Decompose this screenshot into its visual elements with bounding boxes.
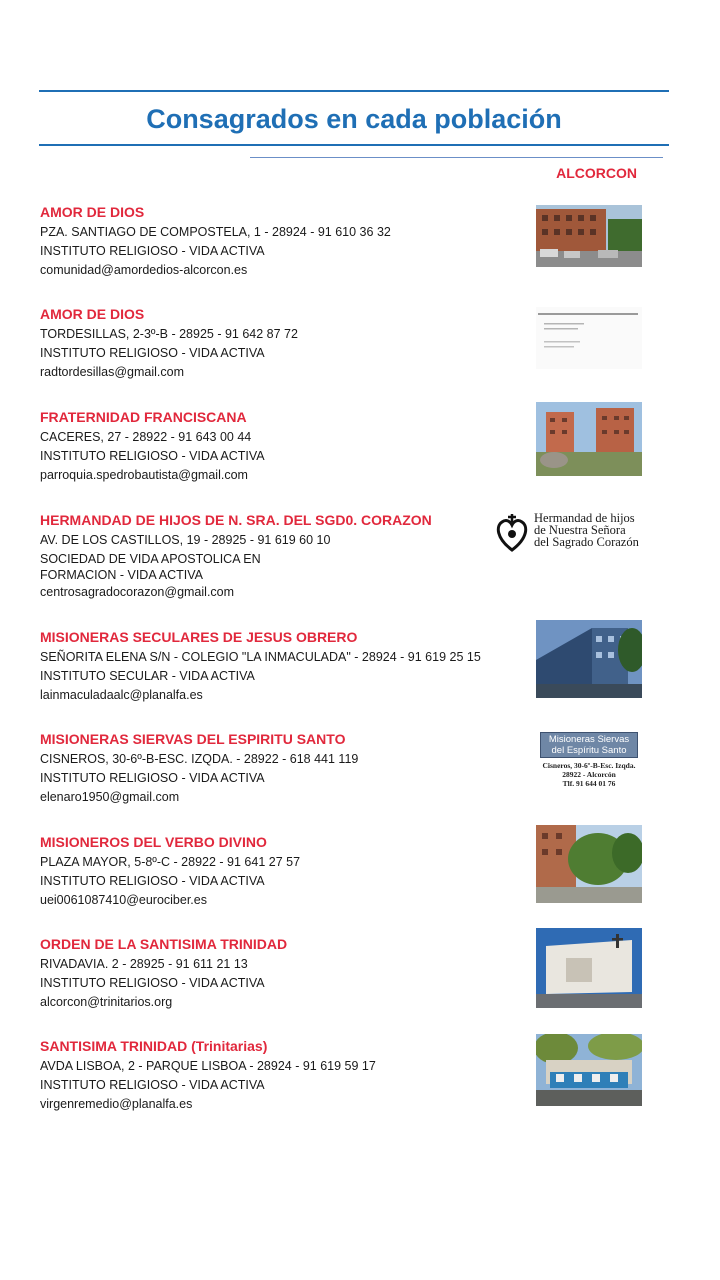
entry-name: SANTISIMA TRINIDAD (Trinitarias) bbox=[40, 1038, 268, 1054]
entry-name: AMOR DE DIOS bbox=[40, 204, 145, 220]
entry-type: INSTITUTO RELIGIOSO - VIDA ACTIVA bbox=[40, 244, 265, 258]
entry-address: AVDA LISBOA, 2 - PARQUE LISBOA - 28924 - 91 619 59 17 bbox=[40, 1059, 376, 1073]
entry-email[interactable]: comunidad@amordedios-alcorcon.es bbox=[40, 263, 248, 277]
building-photo bbox=[536, 620, 642, 698]
top-rule bbox=[39, 90, 669, 92]
church-photo bbox=[536, 928, 642, 1008]
city-rule bbox=[250, 157, 663, 158]
entry-type: INSTITUTO RELIGIOSO - VIDA ACTIVA bbox=[40, 771, 265, 785]
entry-type: INSTITUTO RELIGIOSO - VIDA ACTIVA bbox=[40, 1078, 265, 1092]
entry-address: PLAZA MAYOR, 5-8º-C - 28922 - 91 641 27 57 bbox=[40, 855, 301, 869]
entry-name: AMOR DE DIOS bbox=[40, 306, 145, 322]
city-heading: ALCORCON bbox=[556, 165, 637, 181]
logo-text-line: Hermandad de hijos bbox=[534, 511, 635, 525]
hermandad-logo bbox=[494, 508, 652, 556]
building-photo bbox=[536, 402, 642, 476]
logo-text-line: del Sagrado Corazón bbox=[534, 535, 639, 549]
card-text-line: Cisneros, 30-6º-B-Esc. Izqda. bbox=[542, 761, 636, 770]
card-banner-line: Misioneras Siervas bbox=[548, 734, 630, 745]
entry-address: TORDESILLAS, 2-3º-B - 28925 - 91 642 87 72 bbox=[40, 327, 298, 341]
entry-name: HERMANDAD DE HIJOS DE N. SRA. DEL SGD0. CORAZON bbox=[40, 512, 432, 528]
entry-email[interactable]: parroquia.spedrobautista@gmail.com bbox=[40, 468, 248, 482]
letterhead-image bbox=[536, 307, 642, 369]
entry-email[interactable]: virgenremedio@planalfa.es bbox=[40, 1097, 193, 1111]
page-title: Consagrados en cada población bbox=[146, 104, 562, 134]
card-banner-line: del Espíritu Santo bbox=[551, 745, 627, 756]
entry-type: INSTITUTO SECULAR - VIDA ACTIVA bbox=[40, 669, 255, 683]
entry-email[interactable]: radtordesillas@gmail.com bbox=[40, 365, 184, 379]
entry-email[interactable]: elenaro1950@gmail.com bbox=[40, 790, 180, 804]
card-text-line: Tlf. 91 644 01 76 bbox=[562, 779, 616, 788]
entry-address: CACERES, 27 - 28922 - 91 643 00 44 bbox=[40, 430, 252, 444]
entry-type-line1: SOCIEDAD DE VIDA APOSTOLICA EN bbox=[40, 552, 261, 566]
entry-address: AV. DE LOS CASTILLOS, 19 - 28925 - 91 619 60 10 bbox=[40, 533, 331, 547]
entry-type: INSTITUTO RELIGIOSO - VIDA ACTIVA bbox=[40, 976, 265, 990]
entry-address: RIVADAVIA. 2 - 28925 - 91 611 21 13 bbox=[40, 957, 248, 971]
title-rule bbox=[39, 144, 669, 146]
entry-name: MISIONEROS DEL VERBO DIVINO bbox=[40, 834, 267, 850]
entry-email[interactable]: alcorcon@trinitarios.org bbox=[40, 995, 173, 1009]
entry-type: INSTITUTO RELIGIOSO - VIDA ACTIVA bbox=[40, 874, 265, 888]
entry-name: MISIONERAS SECULARES DE JESUS OBRERO bbox=[40, 629, 358, 645]
entry-address: CISNEROS, 30-6º-B-ESC. IZQDA. - 28922 - 618 441 119 bbox=[40, 752, 359, 766]
entry-name: MISIONERAS SIERVAS DEL ESPIRITU SANTO bbox=[40, 731, 346, 747]
building-photo bbox=[536, 825, 642, 903]
entry-email[interactable]: centrosagradocorazon@gmail.com bbox=[40, 585, 235, 599]
building-photo bbox=[536, 205, 642, 267]
entry-address: PZA. SANTIAGO DE COMPOSTELA, 1 - 28924 - 91 610 36 32 bbox=[40, 225, 391, 239]
siervas-card bbox=[536, 730, 642, 796]
entry-email[interactable]: lainmaculadaalc@planalfa.es bbox=[40, 688, 203, 702]
entry-address: SEÑORITA ELENA S/N - COLEGIO "LA INMACULADA" - 28924 - 91 619 25 15 bbox=[40, 650, 481, 664]
building-photo bbox=[536, 1034, 642, 1106]
entry-name: ORDEN DE LA SANTISIMA TRINIDAD bbox=[40, 936, 288, 952]
logo-text-line: de Nuestra Señora bbox=[534, 523, 626, 537]
sacred-heart-icon bbox=[494, 510, 530, 554]
entry-email[interactable]: uei0061087410@eurociber.es bbox=[40, 893, 207, 907]
card-text-line: 28922 - Alcorcón bbox=[562, 770, 616, 779]
entry-name: FRATERNIDAD FRANCISCANA bbox=[40, 409, 247, 425]
entry-type-line2: FORMACION - VIDA ACTIVA bbox=[40, 568, 203, 582]
entry-type: INSTITUTO RELIGIOSO - VIDA ACTIVA bbox=[40, 346, 265, 360]
entry-type: INSTITUTO RELIGIOSO - VIDA ACTIVA bbox=[40, 449, 265, 463]
